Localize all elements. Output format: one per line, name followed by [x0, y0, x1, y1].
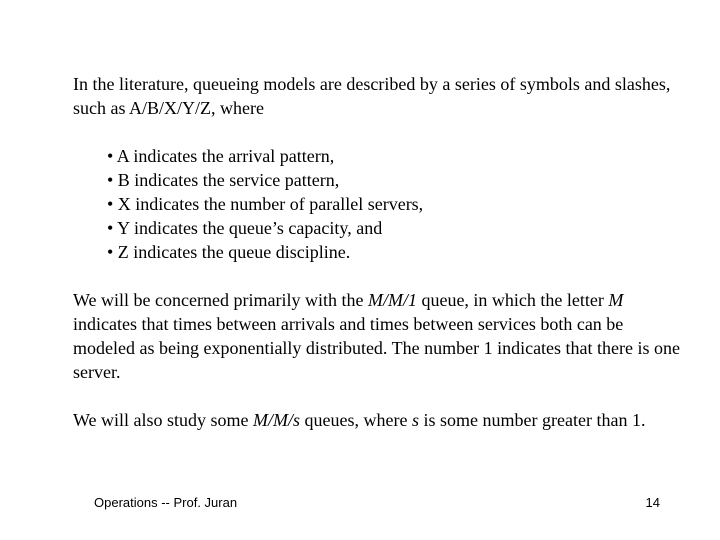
list-item: • Z indicates the queue discipline. [107, 242, 351, 262]
mms-text-after: is some number greater than 1. [419, 410, 646, 430]
intro-paragraph [73, 72, 683, 120]
mm1-paragraph [73, 288, 683, 384]
footer-course: Operations -- Prof. Juran [94, 495, 238, 510]
mms-text-middle: queues, where [300, 410, 413, 430]
intro-text: In the literature, queueing models are described by a series of symbols and slashes, such as A/B/X/Y/Z, where [73, 74, 671, 118]
mms-letter: s [412, 410, 420, 430]
list-item: • X indicates the number of parallel servers, [107, 194, 424, 214]
list-item: • B indicates the service pattern, [107, 170, 340, 190]
list-item: • A indicates the arrival pattern, [107, 146, 335, 166]
mms-model: M/M/s [253, 410, 301, 430]
mm1-model: M/M/1 [367, 290, 417, 310]
mm1-letter: M [608, 290, 624, 310]
symbol-list [107, 144, 667, 264]
mm1-text-before: We will be concerned primarily with the [73, 290, 368, 310]
list-item: • Y indicates the queue’s capacity, and [107, 218, 383, 238]
mms-text-before: We will also study some [73, 410, 254, 430]
mm1-text-middle: queue, in which the letter [416, 290, 609, 310]
mms-paragraph [73, 408, 683, 432]
page-number: 14 [645, 495, 660, 510]
mm1-text-after: indicates that times between arrivals and times between services both can be modeled as being exponentially distributed. The number 1 indicates that there is one server. [73, 314, 681, 382]
